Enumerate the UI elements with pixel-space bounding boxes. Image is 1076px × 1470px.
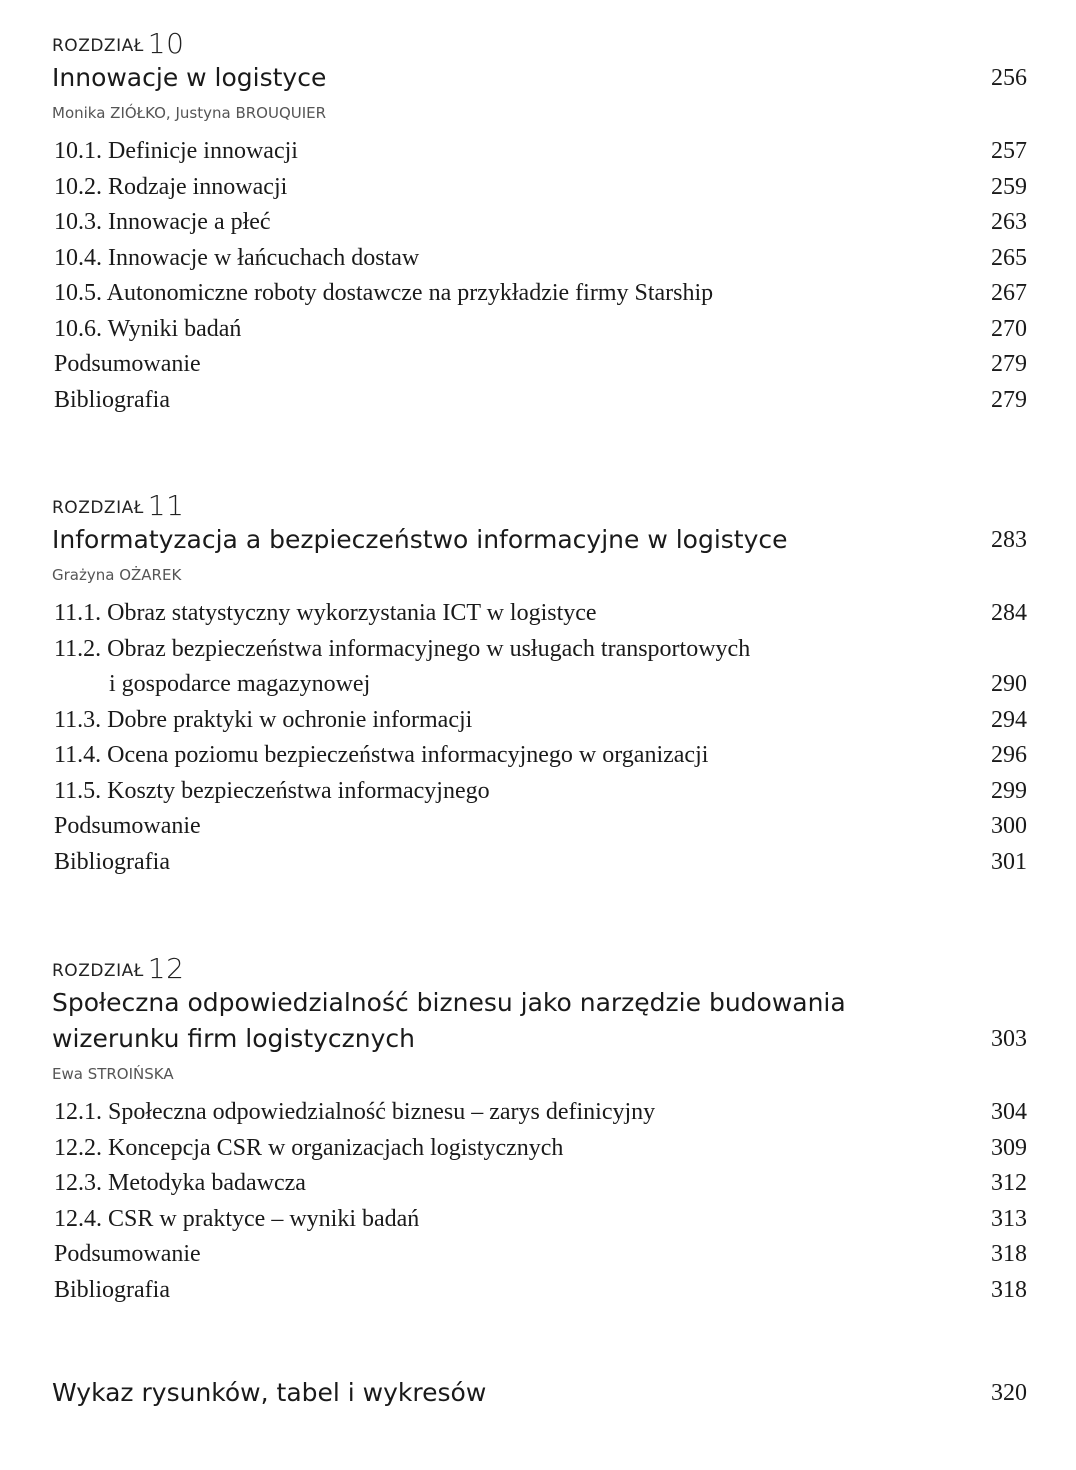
entry-label: 11.3. Dobre praktyki w ochronie informacji	[54, 706, 473, 733]
chapter-label: ROZDZIAŁ 11	[52, 489, 185, 522]
toc-entry[interactable]	[52, 809, 1027, 845]
page-number: 283	[991, 527, 1027, 553]
entry-label: 12.3. Metodyka badawcza	[54, 1170, 306, 1196]
toc-entry[interactable]	[52, 596, 1027, 632]
page-number: 290	[991, 671, 1027, 697]
entry-label: 10.5. Autonomiczne roboty dostawcze na przykładzie firmy Starship	[54, 280, 714, 306]
page-number: 270	[991, 315, 1027, 342]
entry-label: 10.2. Rodzaje innowacji	[54, 173, 288, 200]
entry-label: 10.6. Wyniki badań	[54, 315, 242, 342]
page-number: 294	[991, 706, 1027, 733]
entry-label: 11.2. Obraz bezpieczeństwa informacyjnego w usługach transportowych i gospodarce magazynowej	[52, 632, 750, 703]
chapter-number: 10	[147, 27, 185, 60]
toc-entry[interactable]	[52, 1095, 1027, 1131]
page-number: 284	[991, 600, 1027, 626]
entry-label: 12.2. Koncepcja CSR w organizacjach logistycznych	[54, 1134, 564, 1161]
chapter-authors: Monika ZIÓŁKO, Justyna BROUQUIER	[52, 104, 327, 122]
toc-entry[interactable]	[52, 205, 1027, 241]
entry-label: Podsumowanie	[54, 351, 201, 377]
entry-label: Bibliografia	[54, 848, 170, 875]
toc-entry[interactable]	[52, 383, 1027, 419]
entry-label: 10.3. Innowacje a płeć	[54, 209, 271, 235]
page-number: 265	[991, 244, 1027, 271]
chapter-title: Innowacje w logistyce	[52, 63, 327, 92]
toc-entry[interactable]	[52, 312, 1027, 348]
chapter-title-row[interactable]	[52, 522, 1027, 558]
toc-entry[interactable]	[52, 276, 1027, 312]
toc-entry[interactable]	[52, 170, 1027, 206]
toc-entry[interactable]	[52, 632, 1027, 703]
toc-entry[interactable]	[52, 845, 1027, 881]
entry-label: 10.1. Definicje innowacji	[54, 138, 298, 164]
toc-entry[interactable]	[52, 1131, 1027, 1167]
page-number: 320	[991, 1380, 1027, 1406]
entry-label: Podsumowanie	[54, 813, 201, 839]
page-number: 257	[991, 138, 1027, 164]
chapter-title: Informatyzacja a bezpieczeństwo informacyjne w logistyce	[52, 525, 788, 554]
page-number: 301	[991, 848, 1027, 875]
toc-entry[interactable]	[52, 241, 1027, 277]
entry-title: Wykaz rysunków, tabel i wykresów	[52, 1378, 487, 1407]
entry-label: 11.4. Ocena poziomu bezpieczeństwa informacyjnego w organizacji	[54, 742, 709, 768]
chapter-10	[52, 28, 1027, 418]
entry-label: 10.4. Innowacje w łańcuchach dostaw	[54, 244, 420, 271]
page-number: 256	[991, 65, 1027, 91]
page-number: 318	[991, 1276, 1027, 1303]
list-of-figures-entry[interactable]	[52, 1378, 1027, 1407]
toc-entry[interactable]	[52, 703, 1027, 739]
toc-entry[interactable]	[52, 1202, 1027, 1238]
chapter-label: ROZDZIAŁ 12	[52, 952, 185, 985]
page-number: 318	[991, 1241, 1027, 1267]
page-number: 313	[991, 1205, 1027, 1232]
toc-entry[interactable]	[52, 738, 1027, 774]
chapter-authors: Grażyna OŻAREK	[52, 566, 182, 584]
page-number: 304	[991, 1099, 1027, 1125]
page-number: 259	[991, 173, 1027, 200]
chapter-title-row[interactable]	[52, 985, 1027, 1057]
chapter-11	[52, 490, 1027, 880]
chapter-label: ROZDZIAŁ 10	[52, 27, 185, 60]
toc-entry[interactable]	[52, 1237, 1027, 1273]
entry-label: Podsumowanie	[54, 1241, 201, 1267]
toc-entry[interactable]	[52, 774, 1027, 810]
page-number: 300	[991, 813, 1027, 839]
entry-label: 11.5. Koszty bezpieczeństwa informacyjnego	[54, 777, 490, 804]
page-number: 267	[991, 280, 1027, 306]
page-number: 296	[991, 742, 1027, 768]
chapter-title-row[interactable]	[52, 60, 1027, 96]
page-number: 279	[991, 351, 1027, 377]
toc-entry[interactable]	[52, 134, 1027, 170]
entry-label: 12.4. CSR w praktyce – wyniki badań	[54, 1205, 420, 1232]
toc-entry[interactable]	[52, 1273, 1027, 1309]
chapter-title: Społeczna odpowiedzialność biznesu jako narzędzie budowania wizerunku firm logistycznych	[52, 988, 846, 1053]
entry-continuation: i gospodarce magazynowej	[109, 671, 371, 697]
chapter-12	[52, 953, 1027, 1308]
chapter-authors: Ewa STROIŃSKA	[52, 1065, 174, 1083]
toc-entry[interactable]	[52, 1166, 1027, 1202]
page-number: 279	[991, 386, 1027, 413]
toc-entry[interactable]	[52, 347, 1027, 383]
entry-label: 11.1. Obraz statystyczny wykorzystania ICT w logistyce	[54, 600, 597, 626]
page-number: 303	[991, 1026, 1027, 1052]
page-number: 263	[991, 209, 1027, 235]
chapter-number: 11	[147, 489, 185, 522]
page-number: 299	[991, 777, 1027, 804]
page-number: 309	[991, 1134, 1027, 1161]
entry-label: 12.1. Społeczna odpowiedzialność biznesu – zarys definicyjny	[54, 1099, 656, 1125]
entry-label: Bibliografia	[54, 386, 170, 413]
page-number: 312	[991, 1170, 1027, 1196]
chapter-number: 12	[147, 952, 185, 985]
entry-label: Bibliografia	[54, 1276, 170, 1303]
